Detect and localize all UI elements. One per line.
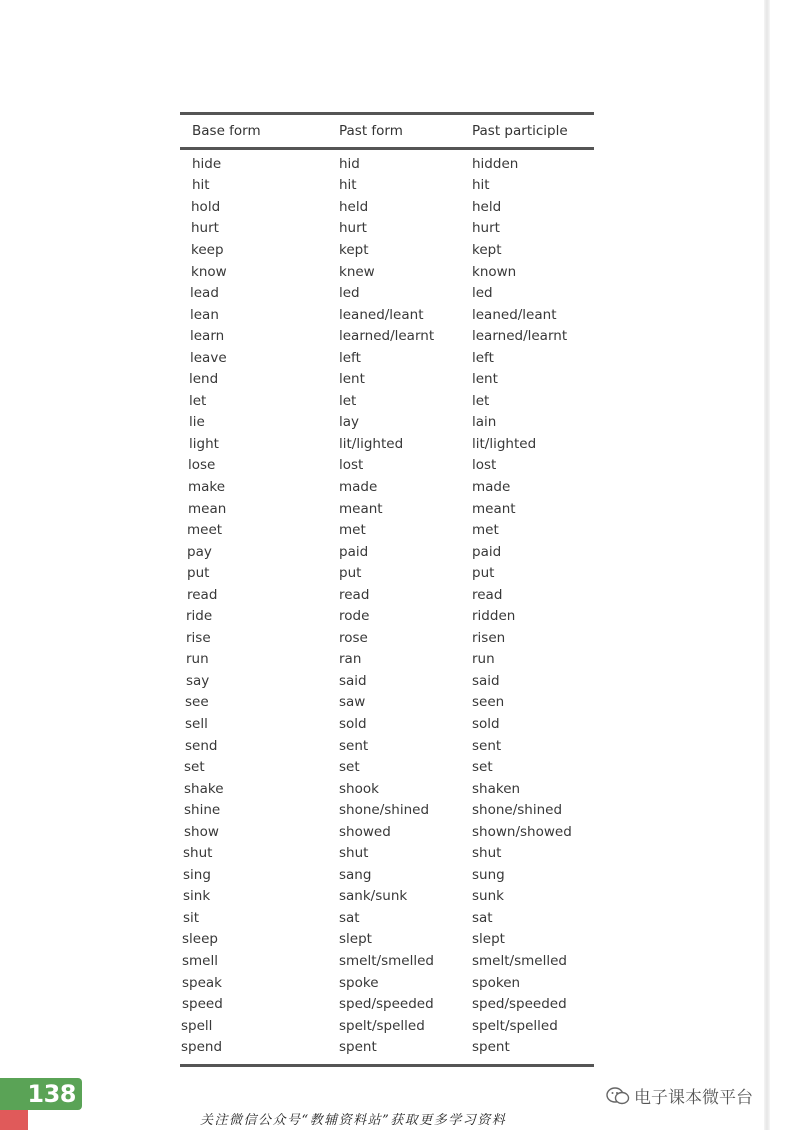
header-base-form: Base form (192, 123, 261, 139)
base-form-cell: sleep (182, 931, 218, 948)
past-form-cell: shone/shined (339, 802, 430, 819)
past-participle-cell: sold (472, 715, 500, 732)
table-row (180, 735, 594, 757)
past-participle-cell: sat (472, 909, 493, 926)
page-edge-shadow (764, 0, 770, 1130)
table-row (180, 907, 594, 929)
past-participle-cell: leaned/leant (472, 306, 557, 323)
past-participle-cell: left (472, 349, 494, 366)
past-form-cell: left (339, 349, 361, 366)
base-form-cell: sink (183, 888, 211, 905)
base-form-cell: know (191, 263, 227, 280)
base-form-cell: meet (187, 522, 223, 539)
past-form-cell: hid (339, 155, 360, 172)
table-row (180, 476, 594, 498)
past-form-cell: lit/lighted (339, 435, 404, 452)
past-participle-cell: sent (472, 737, 502, 754)
base-form-cell: sell (185, 715, 208, 732)
table-row (180, 993, 594, 1015)
past-participle-cell: lain (472, 414, 497, 431)
past-participle-cell: hurt (472, 220, 500, 237)
past-form-cell: rose (339, 629, 368, 646)
past-form-cell: paid (339, 543, 369, 560)
past-participle-cell: risen (472, 629, 506, 646)
past-form-cell: learned/learnt (339, 328, 435, 345)
table-row (180, 584, 594, 606)
past-participle-cell: set (472, 759, 493, 776)
table-row (180, 821, 594, 843)
base-form-cell: learn (190, 328, 225, 345)
table-row (180, 282, 594, 304)
table-row (180, 670, 594, 692)
base-form-cell: spend (181, 1039, 223, 1056)
past-participle-cell: ridden (472, 608, 516, 625)
past-participle-cell: spoken (472, 974, 521, 991)
past-participle-cell: run (472, 651, 495, 668)
past-participle-cell: paid (472, 543, 502, 560)
footer-note: 关注微信公众号“教辅资料站”获取更多学习资料 (200, 1113, 507, 1128)
base-form-cell: shine (184, 802, 221, 819)
past-form-cell: hit (339, 177, 357, 194)
past-form-cell: met (339, 522, 366, 539)
base-form-cell: light (189, 435, 219, 452)
past-participle-cell: read (472, 586, 503, 603)
table-row (180, 605, 594, 627)
table-row (180, 562, 594, 584)
base-form-cell: set (184, 759, 205, 776)
base-form-cell: read (187, 586, 218, 603)
past-participle-cell: known (472, 263, 517, 280)
past-form-cell: lent (339, 371, 365, 388)
table-row (180, 864, 594, 886)
past-participle-cell: led (472, 285, 493, 302)
past-form-cell: shook (339, 780, 379, 797)
base-form-cell: sit (183, 909, 200, 926)
table-header-row (180, 115, 594, 147)
base-form-cell: leave (190, 349, 227, 366)
past-participle-cell: shone/shined (472, 802, 563, 819)
past-form-cell: spoke (339, 974, 379, 991)
past-form-cell: kept (339, 241, 369, 258)
base-form-cell: keep (191, 241, 224, 258)
table-row (180, 433, 594, 455)
past-form-cell: slept (339, 931, 372, 948)
past-participle-cell: hit (472, 177, 490, 194)
base-form-cell: say (186, 672, 210, 689)
base-form-cell: make (188, 478, 226, 495)
base-form-cell: spell (181, 1017, 213, 1034)
base-form-cell: lean (190, 306, 219, 323)
wechat-icon (606, 1086, 630, 1106)
base-form-cell: put (187, 565, 210, 582)
past-form-cell: lost (339, 457, 364, 474)
past-participle-cell: lost (472, 457, 497, 474)
base-form-cell: send (185, 737, 218, 754)
base-form-cell: see (185, 694, 209, 711)
past-participle-cell: sung (472, 866, 505, 883)
base-form-cell: sing (183, 866, 211, 883)
table-row (180, 325, 594, 347)
table-row (180, 627, 594, 649)
table-row (180, 692, 594, 714)
past-form-cell: set (339, 759, 360, 776)
table-row (180, 455, 594, 477)
table-row (180, 950, 594, 972)
table-row (180, 843, 594, 865)
table-body (180, 150, 594, 1058)
table-row (180, 196, 594, 218)
table-bottom-rule (180, 1064, 594, 1067)
table-row (180, 239, 594, 261)
past-participle-cell: shaken (472, 780, 521, 797)
table-row (180, 799, 594, 821)
past-form-cell: leaned/leant (339, 306, 424, 323)
past-form-cell: saw (339, 694, 366, 711)
past-participle-cell: let (472, 392, 490, 409)
past-form-cell: ran (339, 651, 362, 668)
irregular-verbs-table (180, 112, 594, 1067)
base-form-cell: ride (186, 608, 213, 625)
table-row (180, 929, 594, 951)
table-row (180, 1036, 594, 1058)
table-row (180, 412, 594, 434)
past-form-cell: held (339, 198, 369, 215)
table-row (180, 390, 594, 412)
past-participle-cell: learned/learnt (472, 328, 568, 345)
table-row (180, 756, 594, 778)
base-form-cell: pay (187, 543, 212, 560)
table-row (180, 519, 594, 541)
past-form-cell: sang (339, 866, 372, 883)
table-row (180, 713, 594, 735)
past-form-cell: sent (339, 737, 369, 754)
past-form-cell: smelt/smelled (339, 953, 434, 969)
past-form-cell: sat (339, 909, 360, 926)
table-row (180, 218, 594, 240)
table-row (180, 261, 594, 283)
past-form-cell: said (339, 672, 367, 689)
past-form-cell: sold (339, 715, 367, 732)
table-row (180, 153, 594, 175)
past-participle-cell: shut (472, 845, 502, 862)
past-form-cell: lay (339, 414, 360, 431)
base-form-cell: lie (189, 414, 205, 431)
table-row (180, 175, 594, 197)
base-form-cell: show (184, 823, 219, 840)
past-participle-cell: lit/lighted (472, 435, 537, 452)
past-form-cell: shut (339, 845, 369, 862)
base-form-cell: hide (192, 155, 222, 172)
base-form-cell: smell (182, 953, 218, 969)
base-form-cell: lead (190, 285, 219, 302)
header-past-participle: Past participle (472, 123, 568, 139)
base-form-cell: hold (191, 198, 221, 215)
past-participle-cell: met (472, 522, 499, 539)
past-participle-cell: made (472, 478, 511, 495)
past-form-cell: put (339, 565, 362, 582)
base-form-cell: speak (182, 974, 222, 991)
past-form-cell: spent (339, 1039, 377, 1056)
base-form-cell: run (186, 651, 209, 668)
table-row (180, 649, 594, 671)
past-participle-cell: hidden (472, 155, 519, 172)
past-participle-cell: kept (472, 241, 502, 258)
past-form-cell: spelt/spelled (339, 1017, 425, 1034)
past-participle-cell: slept (472, 931, 505, 948)
past-form-cell: led (339, 285, 360, 302)
past-form-cell: sped/speeded (339, 996, 434, 1013)
base-form-cell: speed (182, 996, 223, 1013)
base-form-cell: mean (188, 500, 227, 517)
base-form-cell: hit (192, 177, 210, 194)
table-row (180, 368, 594, 390)
base-form-cell: rise (186, 629, 211, 646)
past-form-cell: read (339, 586, 370, 603)
table-row (180, 304, 594, 326)
header-past-form: Past form (339, 123, 403, 139)
past-form-cell: showed (339, 823, 391, 840)
past-participle-cell: smelt/smelled (472, 953, 567, 969)
base-form-cell: let (189, 392, 207, 409)
past-form-cell: knew (339, 263, 375, 280)
table-row (180, 972, 594, 994)
past-participle-cell: sunk (472, 888, 504, 905)
table-row (180, 1015, 594, 1037)
past-form-cell: hurt (339, 220, 367, 237)
past-participle-cell: sped/speeded (472, 996, 567, 1013)
past-participle-cell: said (472, 672, 500, 689)
base-form-cell: shake (184, 780, 224, 797)
table-row (180, 886, 594, 908)
past-participle-cell: lent (472, 371, 498, 388)
table-row (180, 778, 594, 800)
watermark-text: 电子课本微平台 (634, 1088, 753, 1108)
table-row (180, 347, 594, 369)
past-participle-cell: spent (472, 1039, 510, 1056)
past-participle-cell: spelt/spelled (472, 1017, 558, 1034)
past-participle-cell: meant (472, 500, 516, 517)
past-form-cell: made (339, 478, 378, 495)
past-participle-cell: put (472, 565, 495, 582)
page-number: 138 (0, 1078, 82, 1110)
past-form-cell: meant (339, 500, 383, 517)
base-form-cell: hurt (191, 220, 219, 237)
table-row (180, 498, 594, 520)
base-form-cell: lend (189, 371, 219, 388)
past-participle-cell: seen (472, 694, 505, 711)
base-form-cell: shut (183, 845, 213, 862)
table-row (180, 541, 594, 563)
past-form-cell: rode (339, 608, 370, 625)
base-form-cell: lose (188, 457, 216, 474)
past-participle-cell: shown/showed (472, 823, 572, 840)
past-form-cell: let (339, 392, 357, 409)
past-form-cell: sank/sunk (339, 888, 408, 905)
past-participle-cell: held (472, 198, 502, 215)
